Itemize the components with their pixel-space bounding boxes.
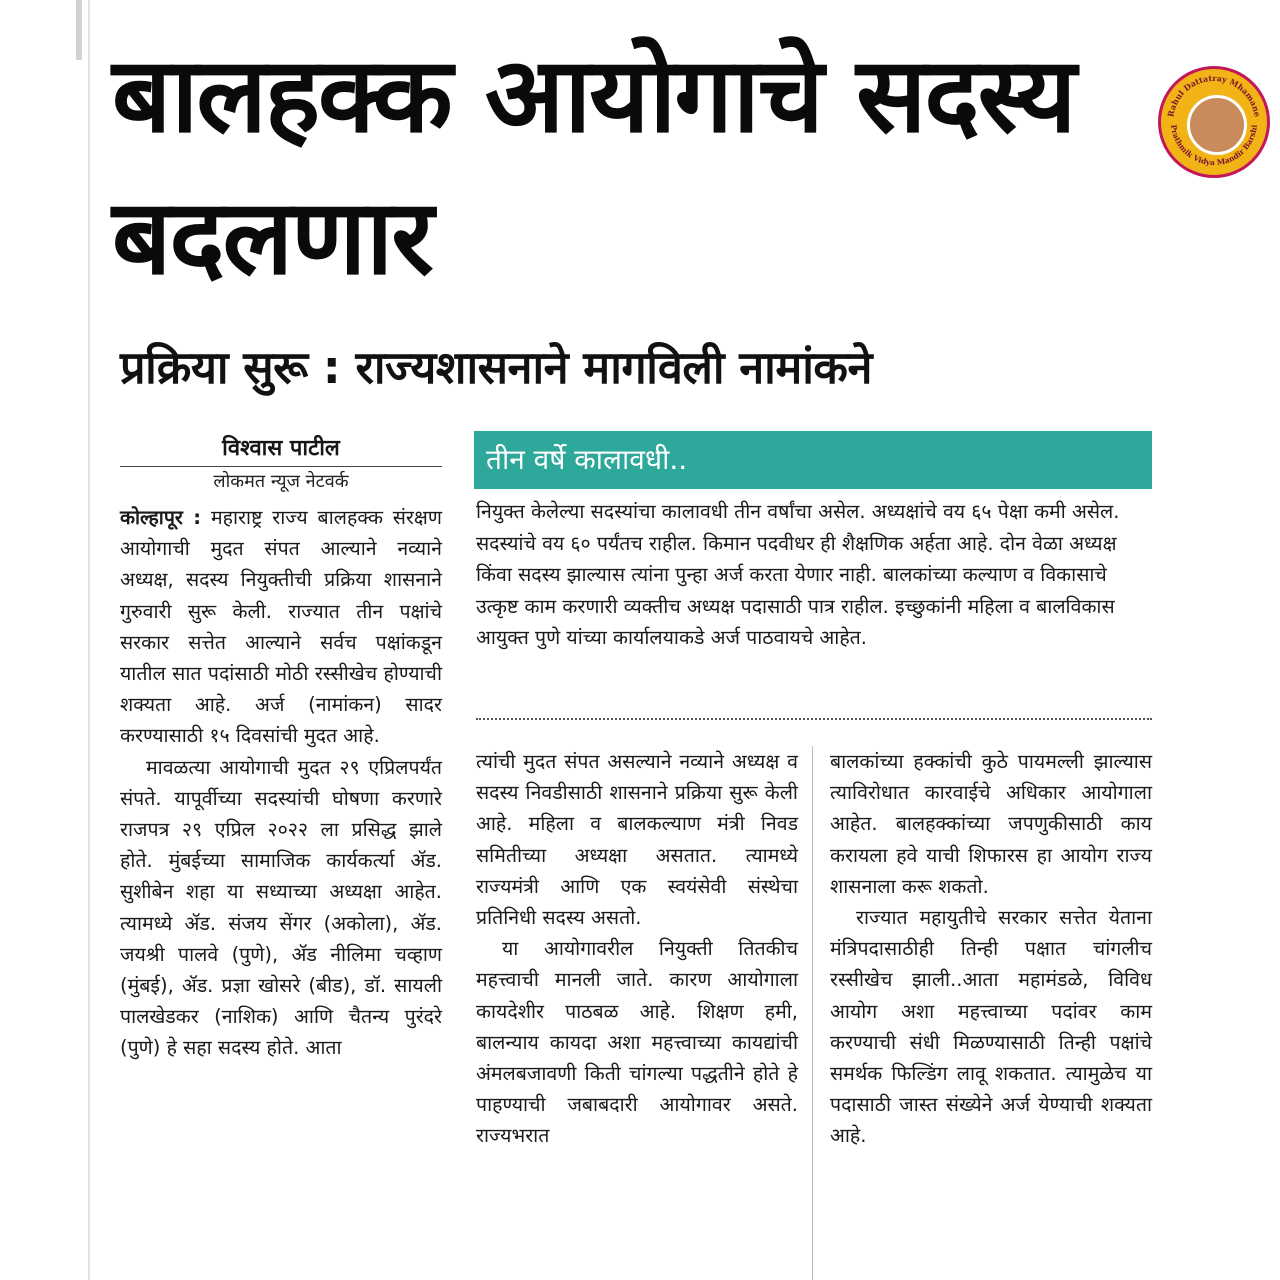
column-divider [812,746,813,1280]
article-text: महाराष्ट्र राज्य बालहक्क संरक्षण आयोगाची मुदत संपत आल्याने नव्याने अध्यक्ष, सदस्य नियुक्तीची प्रक्रिया शासनाने गुरुवारी सुरू केली. राज्यात तीन पक्षांचे सरकार सत्तेत आल्याने सर्वच पक्षांकडून यातील सात पदांसाठी मोठी रस्सीखेच होण्याची शक्यता आहे. अर्ज (नामांकन) सादर करण्यासाठी १५ दिवसांची मुदत आहे. [120,506,442,748]
logo-text-top: Rahul Dattatray Mhamane [1165,72,1263,118]
byline-divider [120,466,442,467]
logo-text-bottom: Prathmik Vidya Mandir Barshi [1169,124,1259,168]
dotted-separator [476,718,1152,720]
left-margin-line [88,0,90,1280]
article-column-2 [476,746,798,1152]
article-paragraph: मावळत्या आयोगाची मुदत २९ एप्रिलपर्यंत संपते. यापूर्वीच्या सदस्यांची घोषणा करणारे राजपत्र २९ एप्रिल २०२२ ला प्रसिद्ध झाले होते. मुंबईच्या सामाजिक कार्यकर्त्या ॲड. सुशीबेन शहा या सध्याच्या अध्यक्षा आहेत. त्यामध्ये ॲड. संजय सेंगर (अकोला), ॲड. जयश्री पालवे (पुणे), ॲड नीलिमा चव्हाण (मुंबई), ॲड. प्रज्ञा खोसरे (बीड), डॉ. सायली पालखेडकर (नाशिक) आणि चैतन्य पुरंदरे (पुणे) हे सहा सदस्य होते. आता [120,755,442,1060]
sidebar-box-text: नियुक्त केलेल्या सदस्यांचा कालावधी तीन वर्षांचा असेल. अध्यक्षांचे वय ६५ पेक्षा कमी असेल. सदस्यांचे वय ६० पर्यंतच राहील. किमान पदवीधर ही शैक्षणिक अर्हता आहे. दोन वेळा अध्यक्ष किंवा सदस्य झाल्यास त्यांना पुन्हा अर्ज करता येणार नाही. बालकांच्या कल्याण व विकासाचे उत्कृष्ट काम करणारी व्यक्तीच अध्यक्ष पदासाठी पात्र राहील. इच्छुकांनी महिला व बालविकास आयुक्त पुणे यांच्या कार्यालयाकडे अर्ज पाठवायचे आहेत. [476,500,1120,649]
logo-badge [1158,66,1270,178]
article-paragraph: या आयोगावरील नियुक्ती तितकीच महत्त्वाची मानली जाते. कारण आयोगाला कायदेशीर पाठबळ आहे. शिक्षण हमी, बालन्याय कायदा अशा महत्त्वाच्या कायद्यांची अंमलबजावणी किती चांगल्या पद्धतीने होते हे पाहण्याची जबाबदारी आयोगावर असते. राज्यभरात [476,937,798,1148]
byline-name: विश्वास पाटील [222,436,340,461]
subheadline: प्रक्रिया सुरू : राज्यशासनाने मागविली नामांकने [120,341,872,394]
headline: बालहक्क आयोगाचे सदस्य बदलणार [112,34,1075,298]
article-column-3 [830,746,1152,1152]
article-paragraph [120,502,442,752]
byline-agency: लोकमत न्यूज नेटवर्क [213,471,349,492]
left-margin-rule [76,0,82,60]
article-paragraph: राज्यात महायुतीचे सरकार सत्तेत येताना मंत्रिपदासाठीही तिन्ही पक्षात चांगलीच रस्सीखेच झाली..आता महामंडळे, विविध आयोग अशा महत्त्वाच्या पदांवर काम करण्याची संधी मिळण्यासाठी तिन्ही पक्षांचे समर्थक फिल्डिंग लावू शकतात. त्यामुळेच या पदासाठी जास्त संख्येने अर्ज येण्याची शक्यता आहे. [830,906,1152,1148]
article-paragraph: त्यांची मुदत संपत असल्याने नव्याने अध्यक्ष व सदस्य निवडीसाठी शासनाने प्रक्रिया सुरू केली आहे. महिला व बालकल्याण मंत्री निवड समितीच्या अध्यक्षा असतात. त्यामध्ये राज्यमंत्री आणि एक स्वयंसेवी संस्थेचा प्रतिनिधी सदस्य असतो. [476,750,798,930]
dateline: कोल्हापूर : [120,506,202,529]
portrait-photo [1187,95,1247,155]
byline [120,434,442,495]
article-column-1 [120,502,442,1064]
sidebar-box-title: तीन वर्षे कालावधी.. [474,431,1152,489]
article-paragraph: बालकांच्या हक्कांची कुठे पायमल्ली झाल्यास त्याविरोधात कारवाईचे अधिकार आयोगाला आहेत. बालहक्कांच्या जपणुकीसाठी काय करायला हवे याची शिफारस हा आयोग राज्य शासनाला करू शकतो. [830,750,1152,898]
